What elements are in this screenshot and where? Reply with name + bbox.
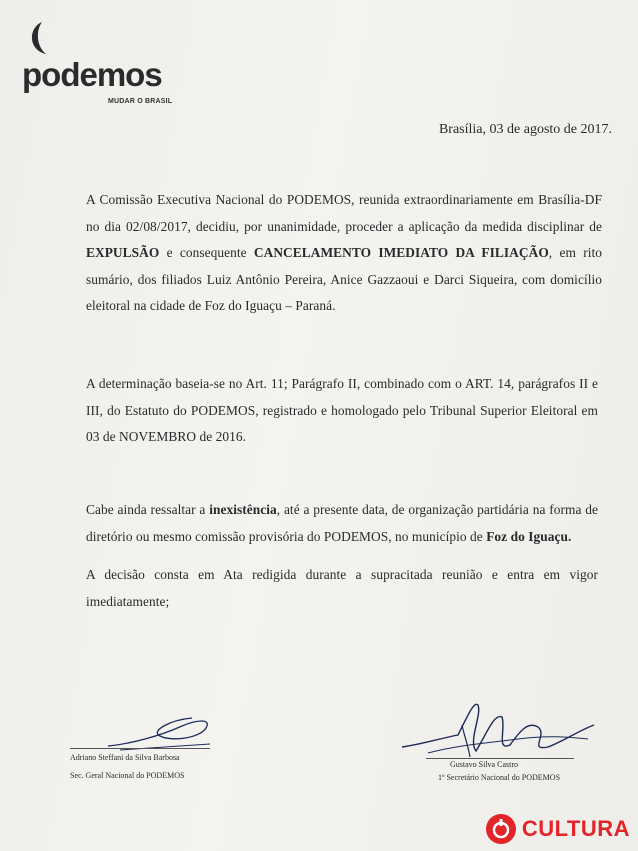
paragraph-text: , até a presente data, de organização partidária na forma de diretório ou mesmo comissão provisória do PODEMOS, no município de: [86, 502, 598, 544]
paragraph-text: , em rito sumário, dos filiados Luiz Antônio Pereira, Anice Gazzaoui e Darci Siqueira, com domicílio eleitoral na cidade de Foz do Iguaçu – Paraná.: [86, 245, 603, 313]
brand-wordmark: podemos: [22, 56, 162, 93]
bold-inexistence: inexistência: [209, 502, 277, 517]
signatory-2-name: Gustavo Silva Castro: [450, 760, 518, 769]
signatory-1-name: Adriano Steffani da Silva Barbosa: [70, 753, 180, 762]
signature-2-image: [398, 695, 598, 765]
paragraph-legal-basis: A determinação baseia-se no Art. 11; Parágrafo II, combinado com o ART. 14, parágrafos II e III, do Estatuto do PODEMOS, registrado e homologado pelo Tribunal Superior Eleitoral em 03 de NOVEMBRO de 2016.: [86, 376, 598, 444]
watermark-text: CULTURA: [521, 816, 630, 841]
paragraph-text: e consequente: [159, 245, 254, 260]
paragraph-decision: [86, 187, 602, 320]
bold-expulsion: EXPULSÃO: [86, 245, 160, 260]
bold-city: Foz do Iguaçu.: [486, 528, 572, 544]
paragraph-text: Cabe ainda ressaltar a: [86, 502, 210, 517]
paragraph-text: A Comissão Executiva Nacional do PODEMOS, reunida extraordinariamente em Brasília-DF no dia 02/08/2017, decidiu, por unanimidade, proceder a aplicação da medida disciplinar de: [86, 192, 602, 234]
podemos-logo: [22, 20, 182, 105]
cultura-logo-icon: [486, 814, 516, 844]
brand-tagline: MUDAR O BRASIL: [108, 98, 173, 105]
paragraph-effect: A decisão consta em Ata redigida durante a supracitada reunião e entra em vigor imediatamente;: [86, 567, 598, 609]
podemos-swoosh-icon: [26, 20, 66, 60]
bold-cancellation: CANCELAMENTO IMEDIATO DA FILIAÇÃO: [253, 245, 549, 260]
signature-line-1: [70, 748, 210, 749]
signature-line-2: [426, 758, 574, 759]
signatory-2-role: 1º Secretário Nacional do PODEMOS: [438, 773, 561, 782]
date-line: Brasília, 03 de agosto de 2017.: [438, 122, 612, 137]
signatory-1-role: Sec. Geral Nacional do PODEMOS: [70, 771, 185, 780]
paragraph-nonexistence: [86, 497, 598, 550]
cultura-watermark: [486, 813, 630, 845]
